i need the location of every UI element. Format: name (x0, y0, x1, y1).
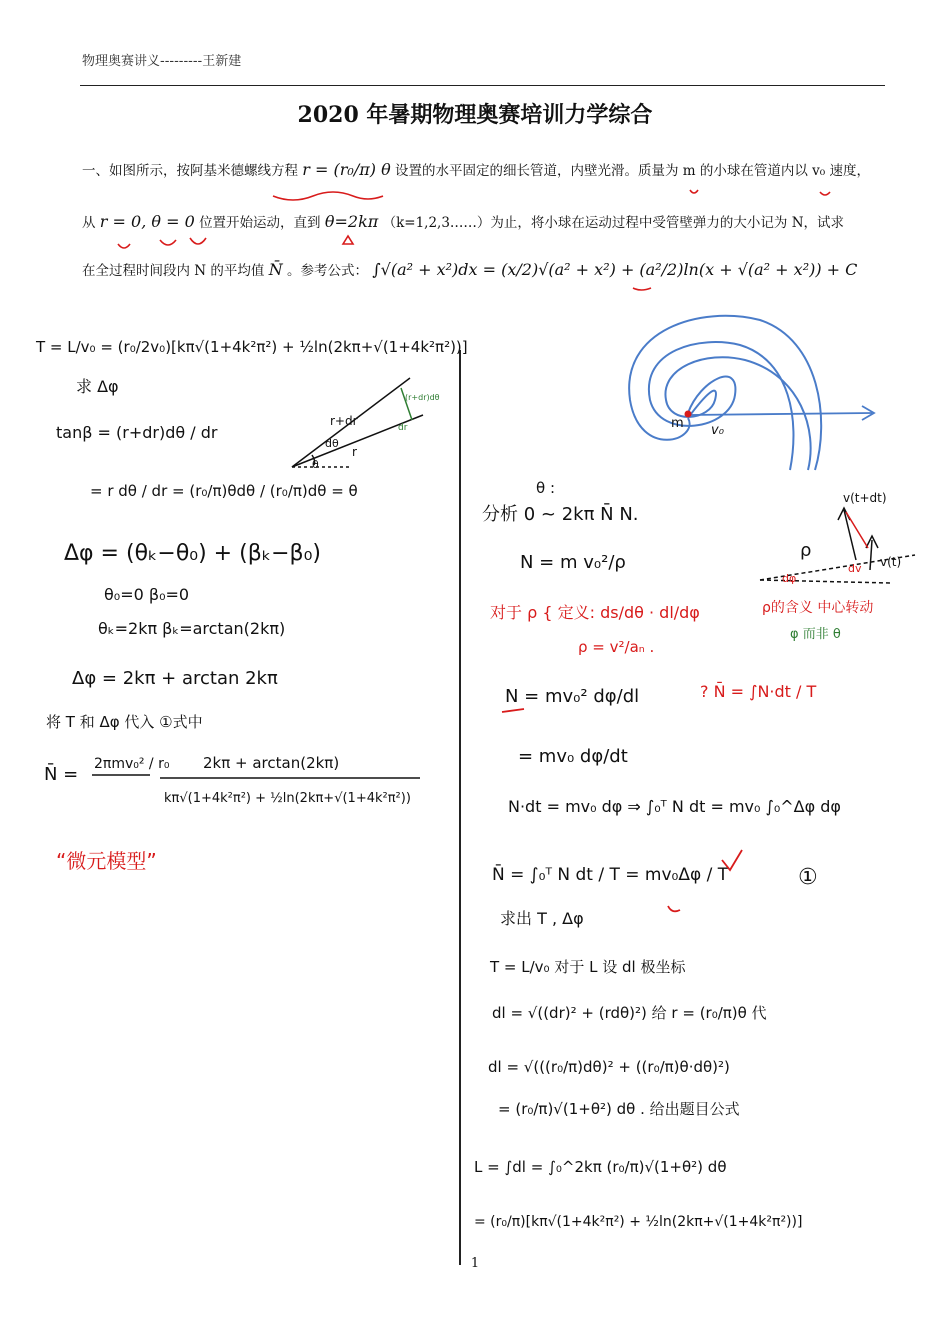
tri-label: (r+dr)dθ (405, 393, 440, 402)
red-note: 对于 ρ { 定义: ds/dθ · dl/dφ (490, 603, 700, 622)
start-condition: r = 0, θ = 0 (99, 212, 195, 231)
green-note: φ 而非 θ (790, 627, 841, 642)
tri-label: θ (312, 458, 319, 471)
red-note: “微元模型” (56, 849, 157, 873)
diagram-label: dv (848, 562, 862, 575)
note-line: 2kπ + arctan(2kπ) (203, 754, 340, 772)
note-line: T = L/v₀ = (r₀/2v₀)[kπ√(1+4k²π²) + ½ln(2kπ+√(1+4k²π²))] (36, 338, 468, 356)
note-line: dl = √(((r₀/π)dθ)² + ((r₀/π)θ·dθ)²) (488, 1058, 730, 1076)
mass-label: m (671, 416, 684, 431)
note-line: T = L/v₀ 对于 L 设 dl 极坐标 (490, 958, 686, 976)
note-line: N·dt = mv₀ dφ ⇒ ∫₀ᵀ N dt = mv₀ ∫₀^Δφ dφ (508, 797, 841, 816)
end-condition: θ=2kπ (324, 212, 379, 231)
left-derivation (35, 338, 468, 873)
note-line: Δφ = 2kπ + arctan 2kπ (72, 668, 278, 689)
page-title: 2020 年暑期物理奥赛培训力学综合 (297, 102, 653, 128)
red-note: ρ = v²/aₙ . (578, 638, 655, 656)
red-underline-marks (118, 190, 830, 290)
spiral-equation: r = (r₀/π) θ (302, 160, 391, 179)
problem-text: 从 (82, 215, 96, 231)
note-line: Δφ = (θₖ−θ₀) + (βₖ−β₀) (64, 541, 321, 566)
note-line: L = ∫dl = ∫₀^2kπ (r₀/π)√(1+θ²) dθ (474, 1158, 727, 1176)
problem-text: 设置的水平固定的细长管道，内壁光滑。质量为 m 的小球在管道内以 v₀ 速度， (395, 163, 871, 179)
note-line: 分析 0 ~ 2kπ N̄ N. (482, 504, 639, 525)
note-line: 将 T 和 Δφ 代入 ①式中 (46, 713, 203, 731)
note-line: tanβ = (r+dr)dθ / dr (56, 423, 218, 442)
note-line: θ₀=0 β₀=0 (104, 585, 190, 604)
note-line: = (r₀/π)[kπ√(1+4k²π²) + ½ln(2kπ+√(1+4k²π²))] (474, 1214, 803, 1230)
page-number: 1 (470, 1256, 480, 1271)
red-note: ρ的含义 中心转动 (762, 600, 874, 616)
tri-label: r+dr (330, 414, 358, 428)
note-line: 求 Δφ (76, 377, 119, 396)
problem-text: 。参考公式： (287, 263, 368, 279)
velocity-arrow (685, 406, 875, 420)
problem-text: 在全过程时间段内 N 的平均值 (82, 263, 265, 279)
diagram-label: dφ (782, 572, 797, 585)
diagram-label: v(t+dt) (843, 491, 887, 505)
diagram-label: ρ (800, 540, 812, 561)
note-line: = r dθ / dr = (r₀/π)θdθ / (r₀/π)dθ = θ (90, 482, 358, 500)
tri-label: r (352, 445, 357, 459)
note-line: 2πmv₀² / r₀ (94, 756, 170, 772)
velocity-label: v₀ (711, 423, 724, 438)
note-line: kπ√(1+4k²π²) + ½ln(2kπ+√(1+4k²π²)) (164, 791, 411, 806)
diagram-label: v(t) (880, 555, 902, 569)
note-line: N̄ = ∫₀ᵀ N dt / T = mv₀Δφ / T (492, 865, 729, 885)
note-line: dl = √((dr)² + (rdθ)²) 给 r = (r₀/π)θ 代 (492, 1004, 767, 1022)
page-header: 物理奥赛讲义---------王新建 (82, 54, 242, 69)
note-line: N = mv₀² dφ/dl (505, 686, 640, 707)
note-line: 求出 T , Δφ (500, 909, 584, 928)
n-bar-symbol: N̄ (268, 260, 283, 279)
note-line: N = m v₀²/ρ (520, 552, 626, 573)
note-line: θ : (536, 479, 555, 497)
problem-text: 位置开始运动，直到 (199, 215, 321, 231)
right-derivation (474, 479, 873, 1230)
note-line: θₖ=2kπ βₖ=arctan(2kπ) (98, 619, 286, 638)
note-line: = (r₀/π)√(1+θ²) dθ . 给出题目公式 (498, 1100, 740, 1118)
spiral-tube-diagram (629, 316, 821, 470)
note-line: N̄ = (44, 764, 79, 785)
red-note: ? N̄ = ∫N·dt / T (700, 682, 817, 701)
problem-text: 一、如图所示，按阿基米德螺线方程 (82, 163, 298, 179)
tri-label: dr (398, 423, 408, 433)
note-line: = mv₀ dφ/dt (518, 746, 628, 767)
tri-label: dθ (325, 437, 339, 450)
problem-text: （k=1,2,3……）为止，将小球在运动过程中受管壁弹力的大小记为 N，试求 (382, 215, 845, 231)
reference-formula: ∫√(a² + x²)dx = (x/2)√(a² + x²) + (a²/2)ln(x + √(a² + x²)) + C (372, 260, 858, 279)
note-line: ① (798, 865, 818, 890)
